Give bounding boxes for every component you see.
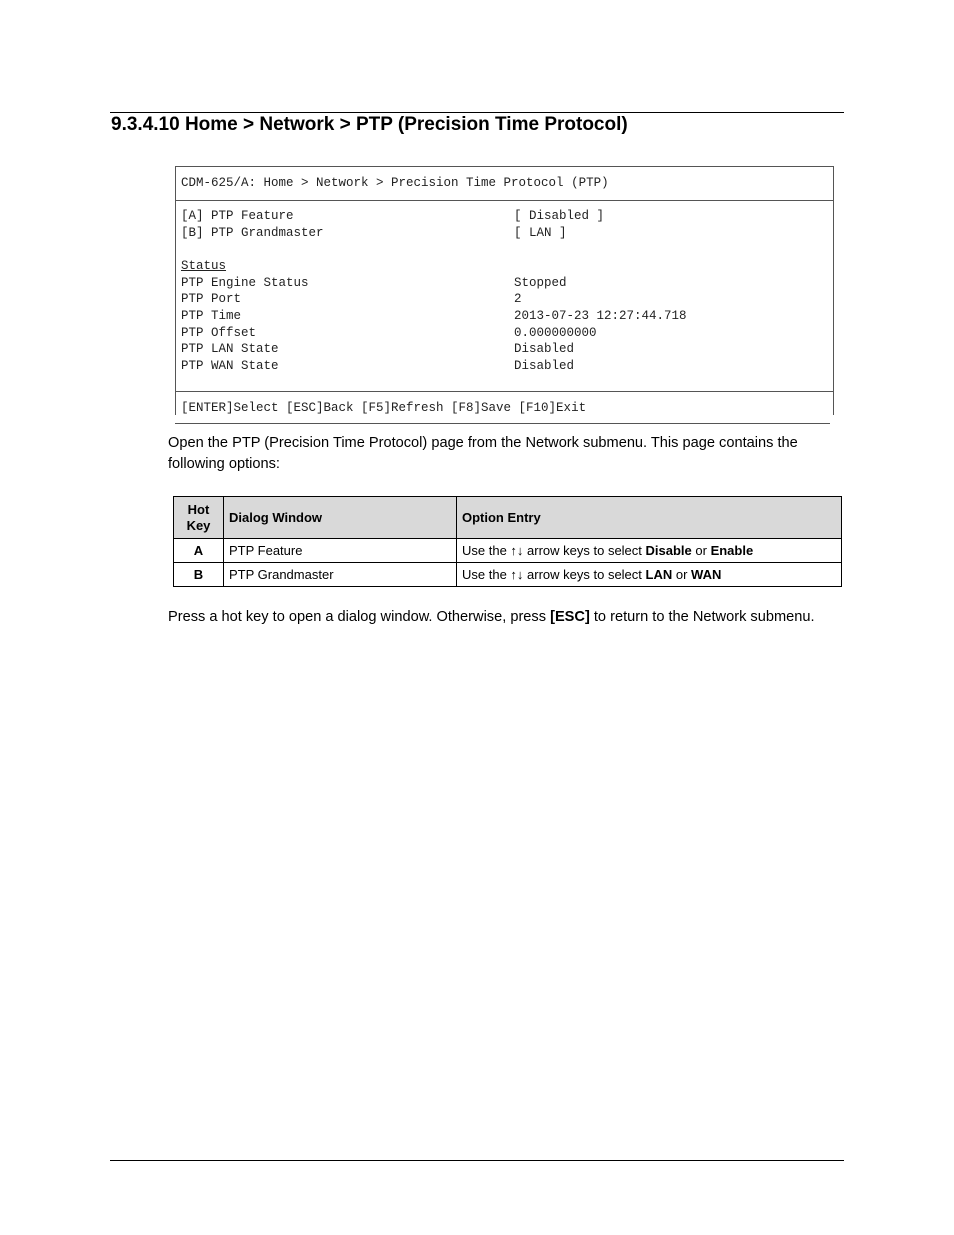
option-choice-2: Enable [710,543,754,558]
hot-key-cell: B [174,563,224,587]
status-label: PTP Port [181,292,242,306]
option-entry-cell [457,563,842,587]
top-rule [110,112,844,113]
option-label-a[interactable]: [A] PTP Feature [181,209,294,223]
table-row [174,539,842,563]
screen-title: CDM-625/A: Home > Network > Precision Time Protocol (PTP) [176,167,833,201]
intro-paragraph: Open the PTP (Precision Time Protocol) page from the Network submenu. This page contains the following options: [168,435,798,472]
outro-text-before: Press a hot key to open a dialog window. Otherwise, press [168,609,551,625]
screen-footer-keys: [ENTER]Select [ESC]Back [F5]Refresh [F8]Save [F10]Exit [181,401,587,415]
esc-key-text: [ESC] [550,609,590,625]
status-value: Disabled [514,359,575,373]
status-value: Stopped [514,276,567,290]
status-heading: Status [181,259,227,273]
option-choice-1: Disable [645,543,692,558]
options-table [173,496,842,587]
status-value: Disabled [514,342,575,356]
screen-body [176,201,833,392]
screen-bottom-border [175,423,830,424]
status-label: PTP Offset [181,326,257,340]
option-or: or [672,567,692,582]
option-or: or [691,543,711,558]
status-value: 0.000000000 [514,326,597,340]
dialog-window-cell: PTP Grandmaster [224,563,457,587]
status-value: 2 [514,292,522,306]
status-label: PTP Time [181,309,242,323]
hot-key-cell: A [174,539,224,563]
option-text: Use the ↑↓ arrow keys to select [462,567,646,582]
option-choice-1: LAN [645,567,673,582]
terminal-screen [175,166,834,415]
status-label: PTP LAN State [181,342,279,356]
status-label: PTP WAN State [181,359,279,373]
option-choice-2: WAN [691,567,722,582]
section-heading: 9.3.4.10 Home > Network > PTP (Precision Time Protocol) [111,114,628,135]
col-hot-key: Hot Key [174,497,224,539]
col-option-entry: Option Entry [457,497,842,539]
col-dialog-window: Dialog Window [224,497,457,539]
status-value: 2013-07-23 12:27:44.718 [514,309,687,323]
table-row [174,563,842,587]
table-header-row [174,497,842,539]
option-text: Use the ↑↓ arrow keys to select [462,543,646,558]
dialog-window-cell: PTP Feature [224,539,457,563]
option-value-b: [ LAN ] [514,226,567,240]
outro-paragraph [168,607,848,628]
option-value-a: [ Disabled ] [514,209,605,223]
option-entry-cell [457,539,842,563]
outro-text-after: to return to the Network submenu. [589,609,815,625]
option-label-b[interactable]: [B] PTP Grandmaster [181,226,324,240]
status-label: PTP Engine Status [181,276,309,290]
bottom-rule [110,1160,844,1161]
